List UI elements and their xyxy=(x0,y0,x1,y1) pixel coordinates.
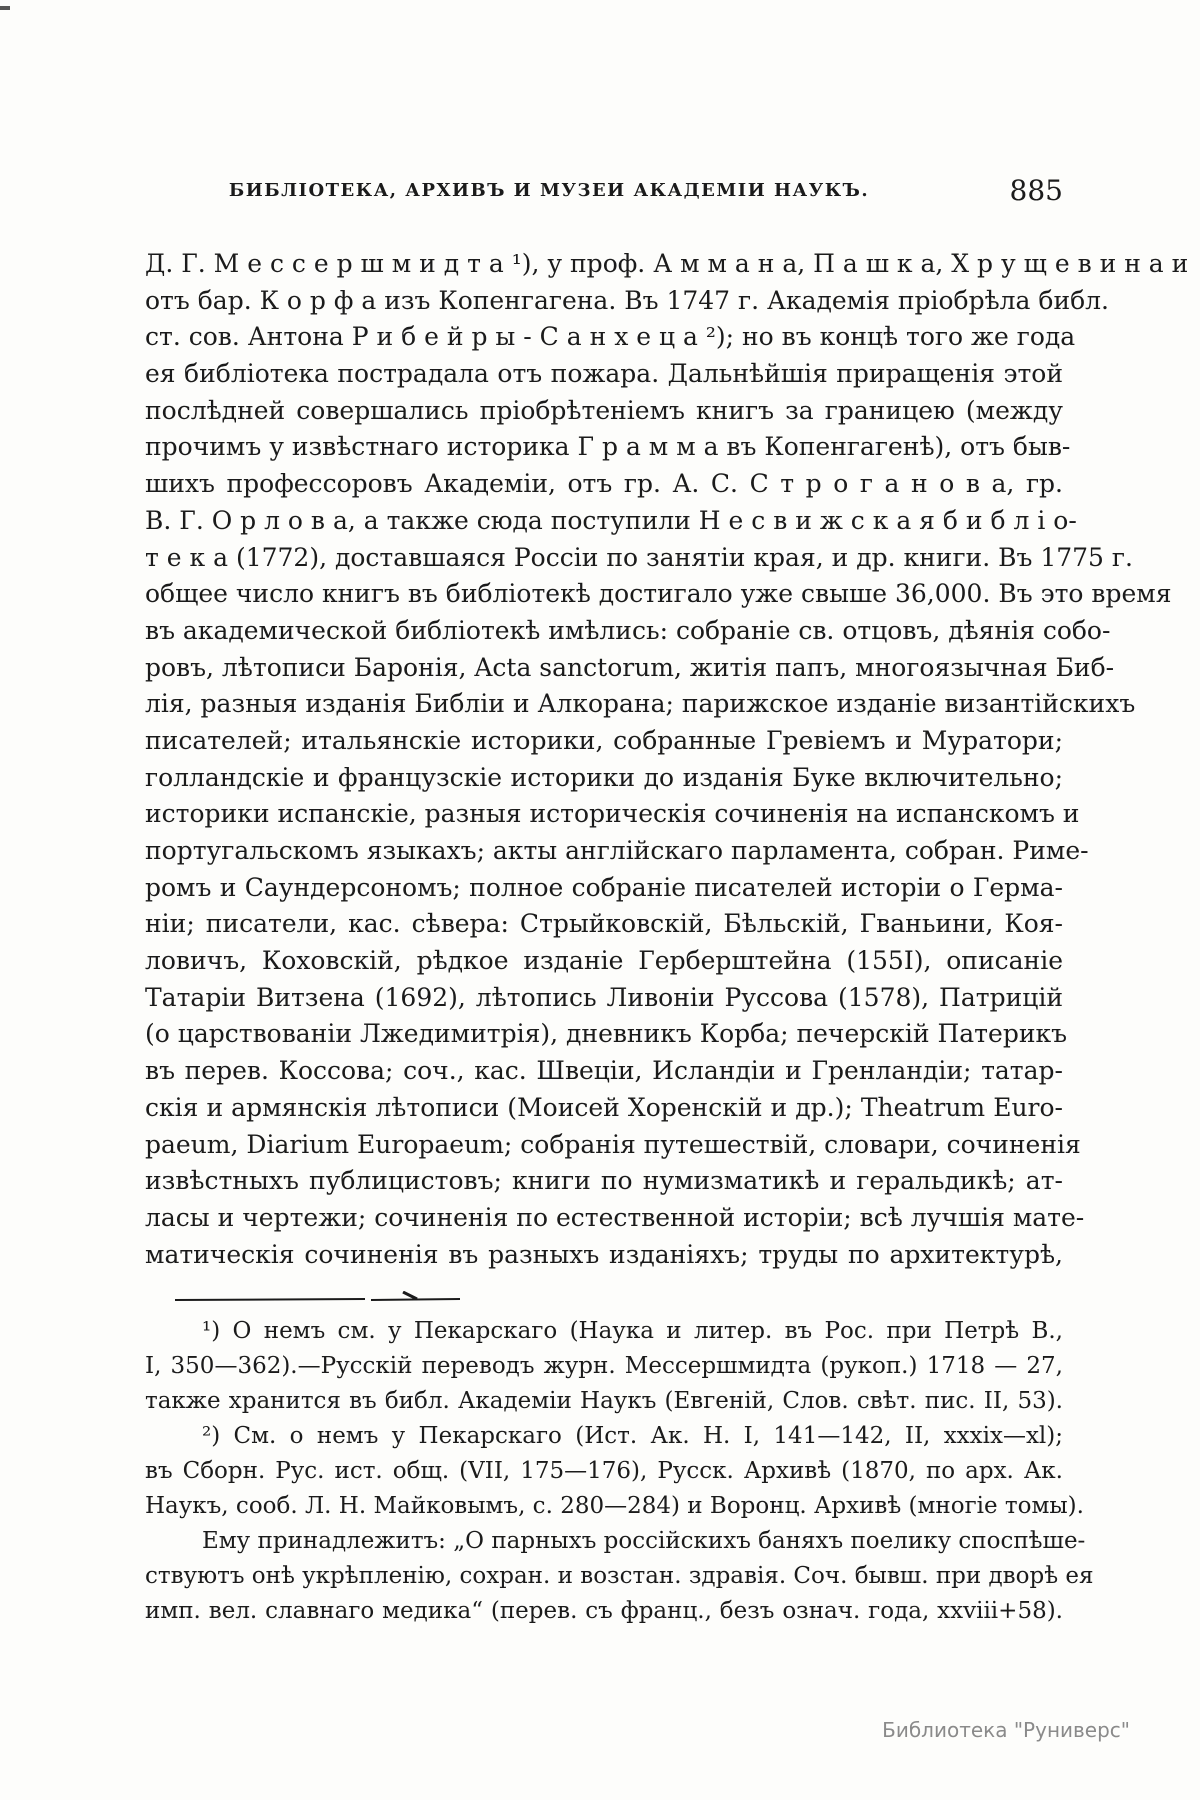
body-line: голландскіе и французскіе историки до изданія Буке включительно; xyxy=(145,762,1063,792)
body-line: шихъ профессоровъ Академіи, отъ гр. А. С. С т р о г а н о в а, гр. xyxy=(145,469,1063,499)
body-line: Д. Г. М е с с е р ш м и д т а ¹), у проф. А м м а н а, П а ш к а, Х р у щ е в и н а и xyxy=(145,249,1189,278)
body-line: скія и армянскія лѣтописи (Моисей Хоренскій и др.); Theatrum Euro- xyxy=(145,1092,1063,1122)
body-line: ловичъ, Коховскій, рѣдкое изданіе Герберштейна (155I), описаніе xyxy=(145,946,1063,976)
footnote-line: имп. вел. славнаго медика“ (перев. съ франц., безъ означ. года, xxviii+58). xyxy=(145,1598,1063,1624)
body-line: ст. сов. Антона Р и б е й р ы - С а н х е ц а ²); но въ концѣ того же года xyxy=(145,322,1076,352)
body-line: матическія сочиненія въ разныхъ изданіяхъ; труды по архитектурѣ, xyxy=(145,1239,1063,1269)
body-line: послѣдней совершались пріобрѣтеніемъ книгъ за границею (между xyxy=(145,395,1063,425)
footnote-line: Ему принадлежитъ: „О парныхъ россійскихъ баняхъ поелику споспѣше- xyxy=(202,1528,1086,1554)
body-line: общее число книгъ въ библіотекѣ достигало уже свыше 36,000. Въ это время xyxy=(145,579,1172,609)
body-line: ніи; писатели, кас. сѣвера: Стрыйковскій, Бѣльскій, Гваньини, Коя- xyxy=(145,909,1063,939)
footnote-line: Наукъ, сооб. Л. Н. Майковымъ, с. 280—284) и Воронц. Архивѣ (многіе томы). xyxy=(145,1493,1084,1519)
footnote-line: ствуютъ онѣ укрѣпленію, сохран. и возстан. здравія. Соч. бывш. при дворѣ ея xyxy=(145,1563,1094,1589)
page-header xyxy=(145,174,1063,214)
body-line: историки испанскіе, разныя историческія сочиненія на испанскомъ и xyxy=(145,799,1080,829)
body-line: ровъ, лѣтописи Баронія, Acta sanctorum, житія папъ, многоязычная Биб- xyxy=(145,652,1115,682)
footnote-line: I, 350—362).—Русскій переводъ журн. Мессершмидта (рукоп.) 1718 — 27, xyxy=(145,1353,1063,1379)
body-line: ея библіотека пострадала отъ пожара. Дальнѣйшія приращенія этой xyxy=(145,359,1063,389)
body-line: португальскомъ языкахъ; акты англійскаго парламента, собран. Риме- xyxy=(145,836,1089,865)
page-number: 885 xyxy=(1009,174,1063,207)
footnote-line: ¹) О немъ см. у Пекарскаго (Наука и литер. въ Рос. при Петрѣ В., xyxy=(202,1318,1063,1344)
body-line: Татаріи Витзена (1692), лѣтопись Ливоніи Руссова (1578), Патрицій xyxy=(145,982,1063,1012)
body-line: В. Г. О р л о в а, а также сюда поступили Н е с в и ж с к а я б и б л і о- xyxy=(145,505,1077,535)
body-line: (о царствованіи Лжедимитрія), дневникъ Корба; печерскій Патерикъ xyxy=(145,1019,1068,1049)
body-line: paeum, Diarium Europaeum; собранія путешествій, словари, сочиненія xyxy=(145,1129,1081,1159)
body-line: отъ бар. К о р ф а изъ Копенгагена. Въ 1747 г. Академія пріобрѣла библ. xyxy=(145,285,1109,315)
footnote-line: также хранится въ библ. Академіи Наукъ (Евгеній, Слов. свѣт. пис. II, 53). xyxy=(145,1388,1063,1414)
footnote-line: въ Сборн. Рус. ист. общ. (VII, 175—176), Русск. Архивѣ (1870, по арх. Ак. xyxy=(145,1458,1063,1484)
body-line: ласы и чертежи; сочиненія по естественной исторіи; всѣ лучшія мате- xyxy=(145,1202,1085,1232)
library-watermark: Библиотека "Руниверс" xyxy=(882,1718,1130,1742)
body-line: извѣстныхъ публицистовъ; книги по нумизматикѣ и геральдикѣ; ат- xyxy=(145,1166,1063,1196)
footnote-separator-rule xyxy=(175,1291,475,1305)
footnote-line: ²) См. о немъ у Пекарскаго (Ист. Ак. Н. I, 141—142, II, xxxix—xl); xyxy=(202,1423,1063,1449)
body-line: въ перев. Коссова; соч., кас. Швеціи, Исландіи и Гренландіи; татар- xyxy=(145,1056,1063,1086)
body-line: лія, разныя изданія Библіи и Алкорана; парижское изданіе византійскихъ xyxy=(145,689,1136,719)
body-line: прочимъ у извѣстнаго историка Г р а м м а въ Копенгагенѣ), отъ быв- xyxy=(145,432,1071,462)
body-line: писателей; итальянскіе историки, собранные Гревіемъ и Муратори; xyxy=(145,725,1063,755)
body-line: т е к а (1772), доставшаяся Россіи по занятіи края, и др. книги. Въ 1775 г. xyxy=(145,542,1133,572)
body-line: въ академической библіотекѣ имѣлись: собраніе св. отцовъ, дѣянія собо- xyxy=(145,615,1111,645)
body-line: ромъ и Саундерсономъ; полное собраніе писателей исторіи о Герма- xyxy=(145,872,1063,902)
footnotes xyxy=(145,1314,1094,1629)
scan-edge-artifact xyxy=(0,6,10,10)
main-text xyxy=(145,246,1189,1273)
running-title: БИБЛІОТЕКА, АРХИВЪ И МУЗЕИ АКАДЕМІИ НАУКЪ. xyxy=(228,180,870,201)
